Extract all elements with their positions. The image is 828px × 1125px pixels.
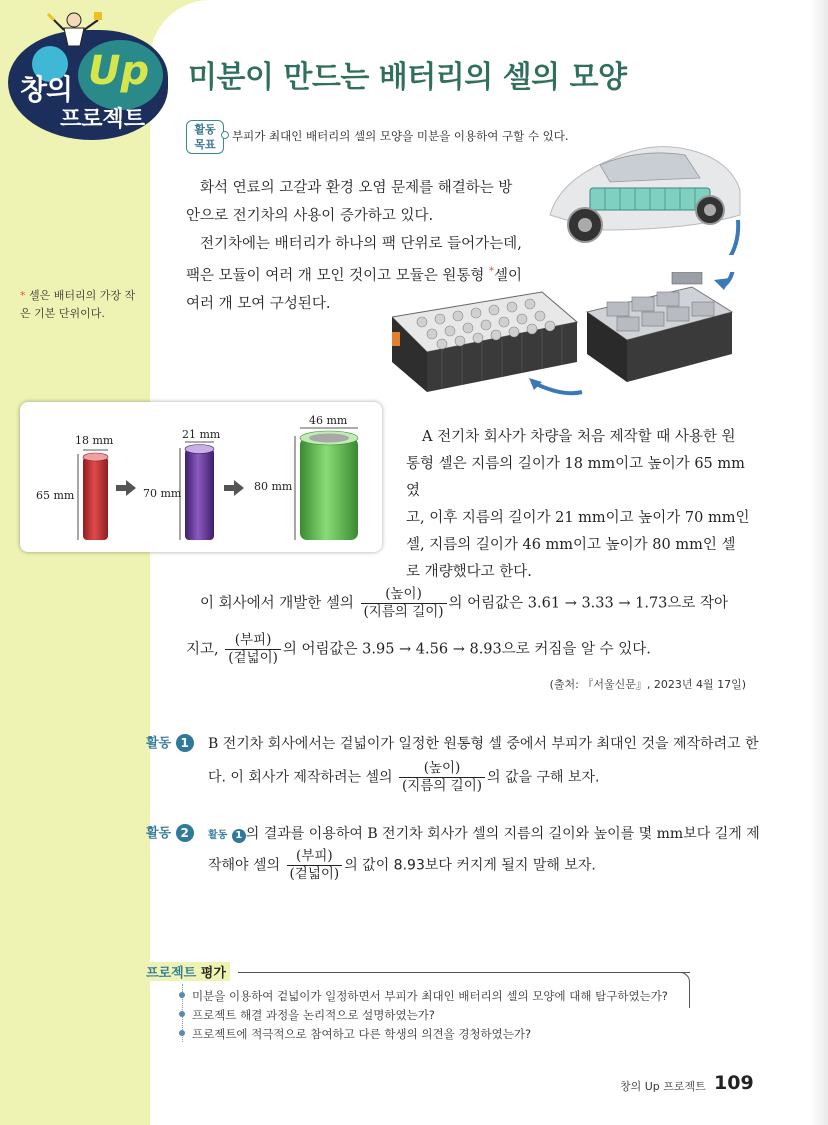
activity-2-number: 2	[176, 824, 194, 842]
ratio1-prefix: 이 회사에서 개발한 셀의	[200, 595, 354, 612]
logo-word-3: 프로젝트	[60, 107, 146, 132]
activity-1-number: 1	[176, 734, 194, 752]
activity-1-line-1	[208, 733, 759, 753]
cell3-height-label: 80 mm	[254, 480, 293, 493]
activity-ref-word: 활동	[208, 830, 228, 841]
activity-1-label	[146, 732, 194, 752]
activity-2-label	[146, 822, 194, 842]
activity-1-text-2: 다. 이 회사가 제작하려는 셀의	[208, 769, 393, 786]
intro-paragraph-1: 화석 연료의 고갈과 환경 오염 문제를 해결하는 방안으로 전기차의 사용이 증가하고 있다.	[186, 180, 513, 224]
fraction-denominator: (지름의 길이)	[402, 778, 483, 794]
footnote-asterisk: *	[489, 266, 495, 277]
fraction-numerator: (높이)	[361, 586, 447, 604]
eval-title-project: 프로젝트	[146, 966, 197, 981]
eval-item-text: 프로젝트에 적극적으로 참여하고 다른 학생의 의견을 경청하였는가?	[192, 1027, 532, 1041]
cell1-height-label: 65 mm	[36, 489, 75, 502]
para2-line-5: 로 개량했다고 한다.	[406, 564, 532, 580]
activity-1-text-1: B 전기차 회사에서는 겉넓이가 일정한 원통형 셀 중에서 부피가 최대인 것을 제작하려고 한	[208, 736, 759, 752]
volume-area-fraction	[225, 632, 281, 667]
height-diameter-fraction	[361, 586, 447, 621]
bullet-icon	[179, 992, 185, 998]
ratio-line-1	[200, 586, 728, 621]
fraction-numerator: (부피)	[225, 632, 281, 650]
eval-title-evaluation: 평가	[200, 966, 226, 981]
student-figure-icon	[44, 10, 104, 50]
page-edge-shadow	[810, 0, 828, 1125]
fraction-numerator: (높이)	[399, 760, 485, 778]
goal-bullet-icon	[221, 131, 229, 139]
cell-size-comparison	[20, 402, 382, 552]
eval-item-text: 미분을 이용하여 겉넓이가 일정하면서 부피가 최대인 배터리의 셀의 모양에 대해 탐구하였는가?	[192, 989, 668, 1003]
activity-2-text-3: 의 값이 8.93보다 커지게 될지 말해 보자.	[344, 857, 596, 874]
page-number: 109	[714, 1072, 754, 1094]
goal-label-2: 목표	[194, 138, 216, 151]
cell3-diameter-label: 46 mm	[309, 414, 348, 427]
activity-2-text-1: 의 결과를 이용하여 B 전기차 회사가 셀의 지름의 길이와 높이를 몇 mm보다 길게 제	[245, 826, 760, 842]
eval-rule	[238, 972, 690, 973]
activity-1-line-2	[208, 760, 600, 795]
activity-2-word: 활동	[146, 826, 172, 841]
intro-p2-part-b: 셀이 여러 개 모여 구성된다.	[186, 267, 523, 312]
eval-item	[192, 988, 668, 1004]
activity-ref-number: 1	[232, 829, 246, 843]
fraction-denominator: (지름의 길이)	[363, 604, 444, 620]
para2-line-1: A 전기차 회사가 차량을 처음 제작할 때 사용한 원	[422, 429, 736, 445]
footer-section-label: 창의 Up 프로젝트	[620, 1080, 706, 1093]
para2-line-2: 통형 셀은 지름의 길이가 18 mm이고 높이가 65 mm였	[406, 456, 745, 499]
para2-line-3: 고, 이후 지름의 길이가 21 mm이고 높이가 70 mm인	[406, 510, 750, 526]
project-evaluation	[146, 962, 692, 1046]
activity-2-text-2: 작해야 셀의	[208, 857, 281, 874]
activity-2-line-2	[208, 848, 596, 883]
cell2-diameter-label: 21 mm	[182, 428, 221, 441]
left-margin-band	[0, 0, 150, 1125]
ratio1-suffix: 의 어림값은 3.61 → 3.33 → 1.73으로 작아	[448, 595, 729, 612]
bullet-icon	[179, 1030, 185, 1036]
eval-item	[192, 1026, 531, 1042]
side-note-asterisk: *	[20, 289, 26, 302]
cell1-diameter-label: 18 mm	[75, 434, 114, 447]
activity-2-fraction	[287, 848, 343, 883]
project-logo	[8, 10, 178, 140]
para2-line-4: 셀, 지름의 길이가 46 mm이고 높이가 80 mm인 셀	[406, 537, 736, 553]
intro-p2-part-a: 전기차에는 배터리가 하나의 팩 단위로 들어가는데, 팩은 모듈이 여러 개 모인 것이고 모듈은 원통형	[186, 236, 522, 284]
logo-word-2: Up	[88, 48, 150, 94]
electric-car-illustration	[540, 120, 745, 255]
fraction-denominator: (겉넓이)	[228, 650, 278, 666]
eval-title	[146, 962, 230, 981]
eval-corner	[678, 972, 690, 1008]
fraction-numerator: (부피)	[287, 848, 343, 866]
ratio-line-2	[186, 632, 651, 667]
fraction-denominator: (겉넓이)	[289, 866, 340, 882]
battery-pack-illustration	[392, 272, 742, 402]
side-note-text: 셀은 배터리의 가장 작은 기본 단위이다.	[20, 289, 136, 320]
goal-label-1: 활동	[194, 123, 216, 136]
source-citation: (출처: 『서울신문』, 2023년 4월 17일)	[549, 678, 746, 691]
eval-item	[192, 1007, 435, 1023]
page-title: 미분이 만드는 배터리의 셀의 모양	[188, 60, 627, 95]
ratio2-suffix: 의 어림값은 3.95 → 4.56 → 8.93으로 커짐을 알 수 있다.	[282, 641, 651, 658]
activity-1-text-3: 의 값을 구해 보자.	[487, 769, 600, 786]
logo-word-1: 창의	[20, 73, 73, 106]
cell2-height-label: 70 mm	[143, 487, 182, 500]
bullet-icon	[179, 1011, 185, 1017]
goal-text: 부피가 최대인 배터리의 셀의 모양을 미분을 이용하여 구할 수 있다.	[232, 129, 569, 143]
activity-2-line-1	[208, 823, 760, 843]
activity-goal-badge	[186, 120, 224, 154]
ratio2-prefix: 지고,	[186, 641, 219, 658]
activity-1-word: 활동	[146, 736, 172, 751]
eval-item-text: 프로젝트 해결 과정을 논리적으로 설명하였는가?	[192, 1008, 435, 1022]
side-note	[20, 287, 140, 323]
company-a-paragraph	[406, 424, 752, 586]
activity-1-fraction	[399, 760, 485, 795]
